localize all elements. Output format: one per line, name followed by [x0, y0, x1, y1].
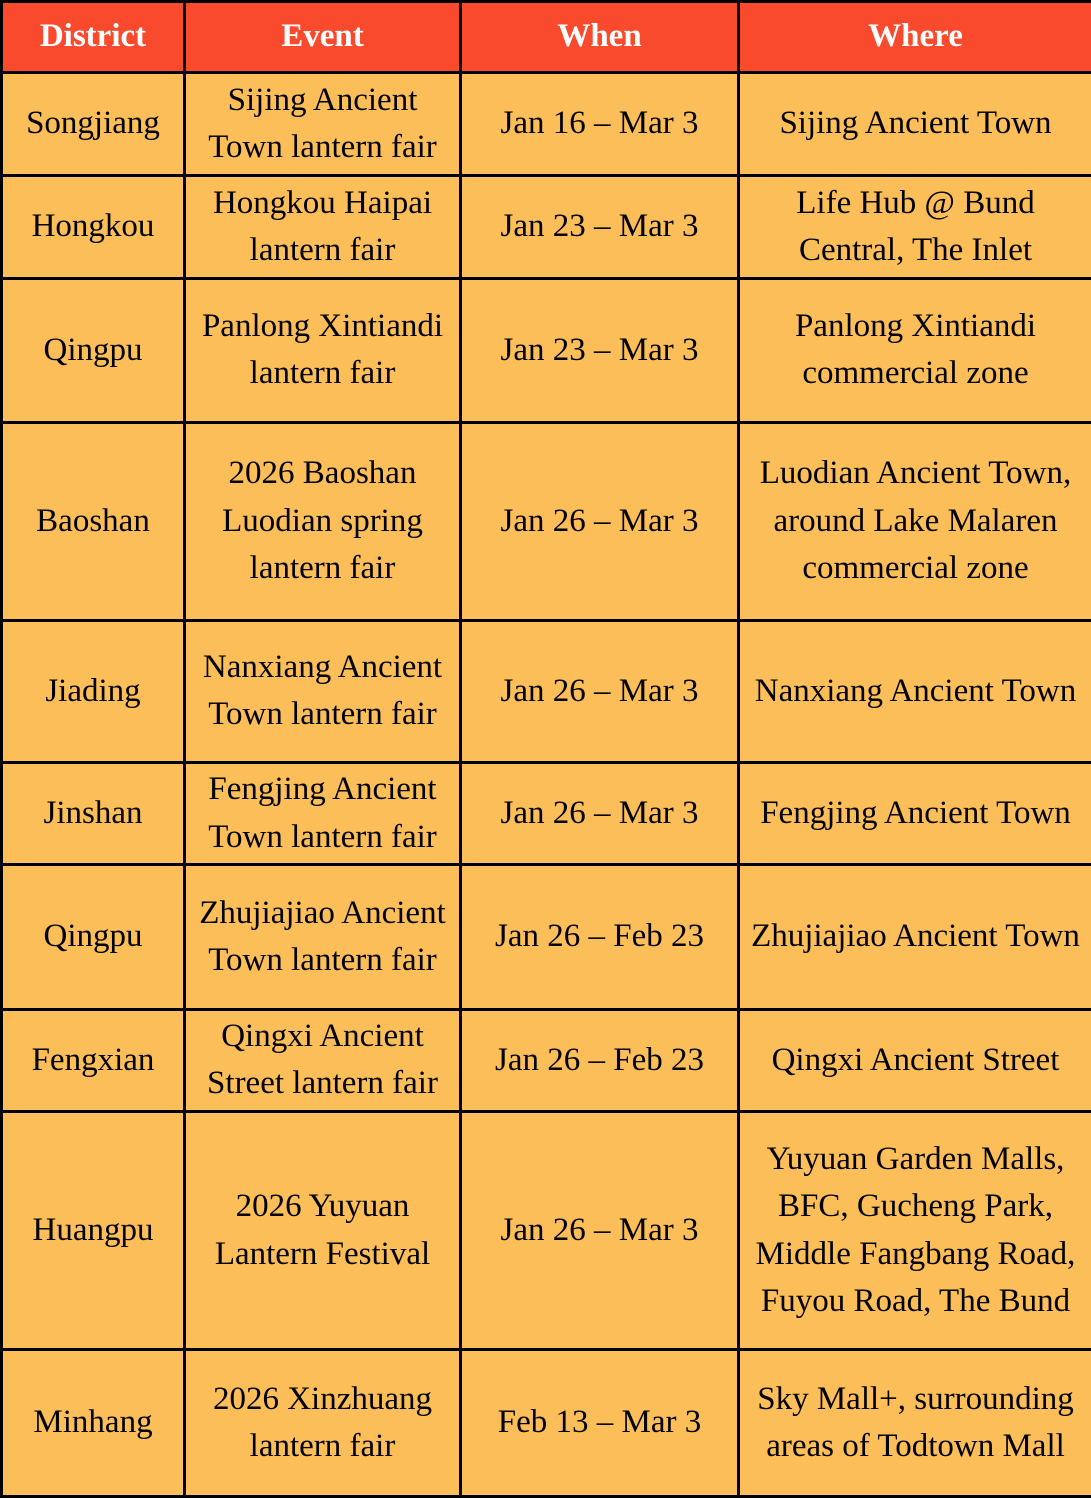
cell-event: 2026 Baoshan Luodian spring lantern fair — [185, 422, 461, 620]
table-row — [2, 422, 1091, 620]
cell-when: Jan 26 – Mar 3 — [461, 422, 739, 620]
cell-where: Zhujiajiao Ancient Town — [739, 865, 1091, 1009]
cell-where: Fengjing Ancient Town — [739, 762, 1091, 865]
table-row — [2, 1112, 1091, 1349]
cell-where: Panlong Xintiandi commercial zone — [739, 278, 1091, 422]
table-row — [2, 73, 1091, 176]
column-header-event: Event — [185, 2, 461, 73]
cell-district: Huangpu — [2, 1112, 185, 1349]
cell-when: Jan 26 – Feb 23 — [461, 865, 739, 1009]
table-row — [2, 1349, 1091, 1496]
column-header-where: Where — [739, 2, 1091, 73]
cell-where: Sky Mall+, surrounding areas of Todtown Mall — [739, 1349, 1091, 1496]
cell-district: Jiading — [2, 620, 185, 762]
cell-event: Zhujiajiao Ancient Town lantern fair — [185, 865, 461, 1009]
cell-when: Jan 23 – Mar 3 — [461, 175, 739, 278]
table-row — [2, 1009, 1091, 1112]
cell-where: Luodian Ancient Town, around Lake Malaren commercial zone — [739, 422, 1091, 620]
cell-where: Sijing Ancient Town — [739, 73, 1091, 176]
cell-district: Jinshan — [2, 762, 185, 865]
cell-when: Jan 26 – Feb 23 — [461, 1009, 739, 1112]
cell-event: Qingxi Ancient Street lantern fair — [185, 1009, 461, 1112]
cell-where: Nanxiang Ancient Town — [739, 620, 1091, 762]
cell-district: Minhang — [2, 1349, 185, 1496]
cell-when: Jan 26 – Mar 3 — [461, 762, 739, 865]
table-row — [2, 175, 1091, 278]
table-row — [2, 620, 1091, 762]
cell-event: 2026 Yuyuan Lantern Festival — [185, 1112, 461, 1349]
cell-when: Jan 16 – Mar 3 — [461, 73, 739, 176]
cell-district: Fengxian — [2, 1009, 185, 1112]
cell-district: Qingpu — [2, 278, 185, 422]
cell-district: Hongkou — [2, 175, 185, 278]
cell-where: Life Hub @ Bund Central, The Inlet — [739, 175, 1091, 278]
table-body — [2, 73, 1091, 1497]
cell-when: Jan 23 – Mar 3 — [461, 278, 739, 422]
cell-district: Songjiang — [2, 73, 185, 176]
cell-event: Nanxiang Ancient Town lantern fair — [185, 620, 461, 762]
cell-where: Yuyuan Garden Malls, BFC, Gucheng Park, Middle Fangbang Road, Fuyou Road, The Bund — [739, 1112, 1091, 1349]
table-row — [2, 278, 1091, 422]
cell-event: Panlong Xintiandi lantern fair — [185, 278, 461, 422]
column-header-district: District — [2, 2, 185, 73]
header-row — [2, 2, 1091, 73]
cell-event: Fengjing Ancient Town lantern fair — [185, 762, 461, 865]
column-header-when: When — [461, 2, 739, 73]
cell-when: Jan 26 – Mar 3 — [461, 620, 739, 762]
cell-when: Feb 13 – Mar 3 — [461, 1349, 739, 1496]
table-row — [2, 865, 1091, 1009]
cell-district: Baoshan — [2, 422, 185, 620]
cell-when: Jan 26 – Mar 3 — [461, 1112, 739, 1349]
cell-event: 2026 Xinzhuang lantern fair — [185, 1349, 461, 1496]
table-header — [2, 2, 1091, 73]
cell-district: Qingpu — [2, 865, 185, 1009]
cell-where: Qingxi Ancient Street — [739, 1009, 1091, 1112]
table-row — [2, 762, 1091, 865]
cell-event: Hongkou Haipai lantern fair — [185, 175, 461, 278]
cell-event: Sijing Ancient Town lantern fair — [185, 73, 461, 176]
